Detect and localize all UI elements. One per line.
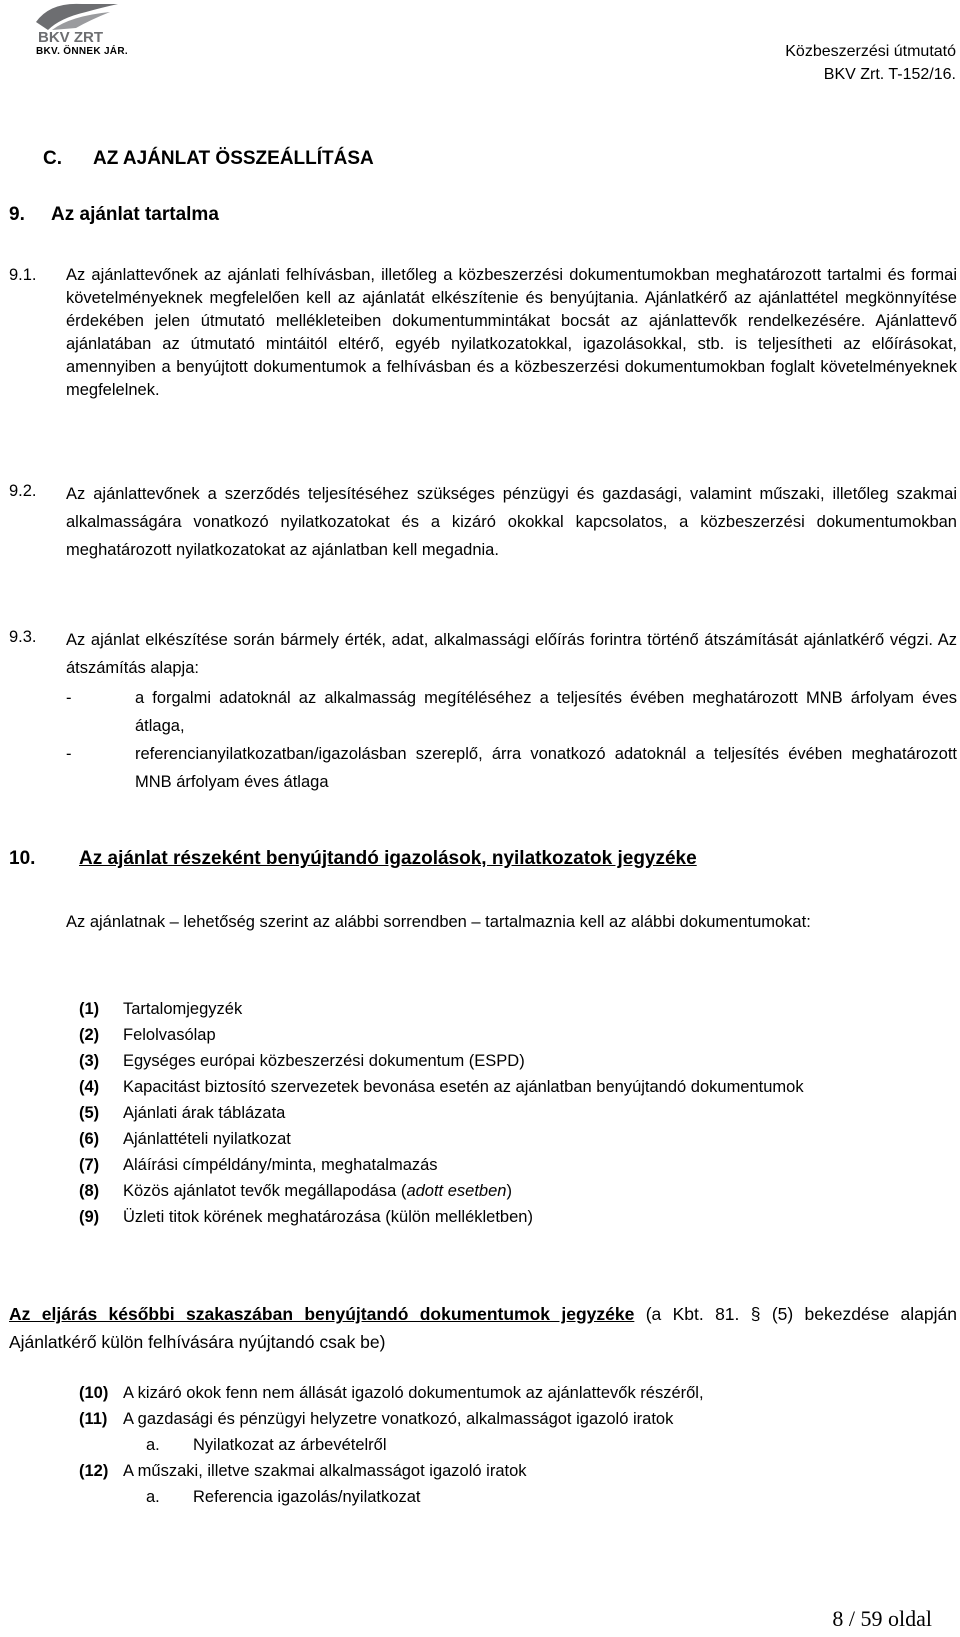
item-number: (7) [79,1156,100,1174]
item-number: (4) [79,1078,100,1096]
list-item [79,1458,957,1484]
item-text: Felolvasólap [123,1026,216,1044]
item-text: A kizáró okok fenn nem állását igazoló dokumentumok az ajánlattevők részéről, [123,1384,704,1402]
bullet-text: a forgalmi adatoknál az alkalmasság megítéléséhez a teljesítés évében meghatározott MNB árfolyam éves átlaga, [135,689,957,735]
sub-item-letter: a. [146,1488,160,1506]
list-item [79,1204,957,1230]
section-c-number: C. [43,148,62,169]
item-text: Ajánlati árak táblázata [123,1104,286,1122]
list-item [79,1074,957,1100]
page-number: 8 / 59 oldal [832,1606,932,1631]
document-header [785,40,956,86]
list-item [79,1048,957,1074]
paragraph-text: Az ajánlattevőnek a szerződés teljesítéséhez szükséges pénzügyi és gazdasági, valamint műszaki, illetőleg szakmai alkalmasságára vonatkozó nyilatkozatokat és a kizáró okokkal kapcsolatos, a közbeszerzési dokumentumokban meghatározott nyilatkozatokat az ajánlatban kell megadnia. [66,485,957,559]
logo-text: BKV ZRT [38,29,103,44]
item-number: (12) [79,1462,109,1480]
item-text [123,1178,957,1204]
required-documents-list [79,996,957,1230]
dash-marker: - [66,745,72,763]
item-number: (9) [79,1208,100,1226]
paragraph-text: Az ajánlattevőnek az ajánlati felhívásban, illetőleg a közbeszerzési dokumentumokban meghatározott tartalmi és formai követelményeknek megfelelően kell az ajánlatát elkészítenie és benyújtania. Ajánlatkérő az ajánlattétel megkönnyítése érdekében jelen útmutató mellékleteiben dokumentummintákat bocsát az ajánlattevők rendelkezésére. Ajánlattevő ajánlatában az útmutató mintáitól eltérő, egyéb nyilatkozatokkal, igazolásokkal, stb. is teljesítheti az előírásokat, amennyiben a benyújtott dokumentumok a felhívásban és a közbeszerzési dokumentumokban foglalt követelményeknek megfelelnek. [66,266,957,399]
sub-item-text: Referencia igazolás/nyilatkozat [193,1488,421,1506]
item-text: Ajánlattételi nyilatkozat [123,1130,291,1148]
document-title: Közbeszerzési útmutató [785,43,956,60]
item-text: A műszaki, illetve szakmai alkalmasságot igazoló iratok [123,1462,527,1480]
list-item [79,1022,957,1048]
later-documents-title: Az eljárás későbbi szakaszában benyújtandó dokumentumok jegyzéke [9,1304,635,1324]
bullet-item [9,684,957,740]
paragraph-9-2 [9,480,957,564]
item-text-italic: adott esetben [406,1182,507,1200]
sub-item-letter: a. [146,1436,160,1454]
list-item [79,1178,957,1204]
item-number: (11) [79,1410,108,1428]
later-documents-note: (a Kbt. 81. § (5) bekezdése alapján Ajánlatkérő külön felhívására nyújtandó csak be) [9,1304,957,1352]
item-text-end: ) [506,1182,512,1200]
paragraph-number: 9.3. [9,628,37,646]
section-10-title: Az ajánlat részeként benyújtandó igazolások, nyilatkozatok jegyzéke [79,848,697,869]
section-9-heading [9,204,219,226]
item-number: (5) [79,1104,100,1122]
section-10-intro: Az ajánlatnak – lehetőség szerint az alábbi sorrendben – tartalmaznia kell az alábbi dokumentumokat: [66,913,811,931]
item-text: Üzleti titok körének meghatározása (külön mellékletben) [123,1208,533,1226]
paragraph-number: 9.2. [9,482,37,500]
sub-item [146,1432,957,1458]
document-reference: BKV Zrt. T-152/16. [823,66,956,83]
item-text: Tartalomjegyzék [123,1000,243,1018]
paragraph-number: 9.1. [9,266,37,284]
section-10-heading [9,848,697,870]
item-text: Egységes európai közbeszerzési dokumentum (ESPD) [123,1052,525,1070]
item-text: A gazdasági és pénzügyi helyzetre vonatkozó, alkalmasságot igazoló iratok [123,1410,674,1428]
later-documents-list [79,1380,957,1510]
item-number: (1) [79,1000,100,1018]
list-item [79,1380,957,1406]
section-9-number: 9. [9,204,25,225]
sub-item-text: Nyilatkozat az árbevételről [193,1436,387,1454]
item-number: (10) [79,1384,109,1402]
bkv-logo-icon [30,0,126,44]
item-number: (8) [79,1182,100,1200]
later-documents-heading [9,1300,957,1356]
paragraph-text: Az ajánlat elkészítése során bármely érték, adat, alkalmassági előírás forintra történő átszámítását ajánlatkérő végzi. Az átszámítás alapja: [66,631,957,677]
bullet-item [9,740,957,796]
bullet-text: referencianyilatkozatban/igazolásban szereplő, árra vonatkozó adatoknál a teljesítés évében meghatározott MNB árfolyam éves átlaga [135,745,957,791]
item-text-start: Közös ajánlatot tevők megállapodása ( [123,1182,407,1200]
list-item [79,996,957,1022]
section-9-title: Az ajánlat tartalma [51,204,219,225]
item-text: Aláírási címpéldány/minta, meghatalmazás [123,1156,438,1174]
dash-marker: - [66,689,72,707]
list-item [79,1406,957,1432]
item-number: (2) [79,1026,100,1044]
item-text: Kapacitást biztosító szervezetek bevonása esetén az ajánlatban benyújtandó dokumentumok [123,1078,804,1096]
section-10-number: 10. [9,848,36,869]
paragraph-9-3 [9,626,957,682]
section-c-heading [43,148,374,170]
item-number: (6) [79,1130,100,1148]
paragraph-9-1 [9,264,957,402]
list-item [79,1152,957,1178]
bkv-logo [30,0,126,66]
logo-tagline: BKV. ÖNNEK JÁR. [36,46,128,57]
list-item [79,1126,957,1152]
sub-item [146,1484,957,1510]
item-number: (3) [79,1052,100,1070]
list-item [79,1100,957,1126]
section-c-title: AZ AJÁNLAT ÖSSZEÁLLÍTÁSA [93,148,374,169]
